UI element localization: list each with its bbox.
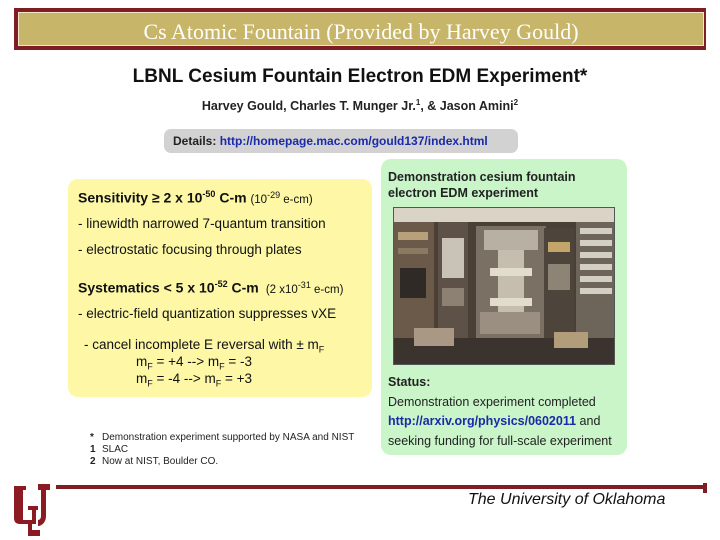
footer-rule-end	[703, 483, 707, 493]
bullet-quantization: - electric-field quantization suppresses vXE	[78, 306, 337, 321]
demonstration-panel	[381, 159, 627, 455]
systematics-exponent: -52	[214, 279, 228, 289]
systematics-unit: C-m	[227, 279, 259, 296]
sensitivity-line	[78, 189, 313, 206]
footnote-item: 1 SLAC	[90, 444, 129, 455]
slide-title: Cs Atomic Fountain (Provided by Harvey Gould)	[143, 19, 579, 44]
sensitivity-alt: ($10^{-29}$ e-cm)	[250, 189, 313, 206]
systematics-line	[78, 279, 343, 296]
author-separator: , & Jason Amini	[420, 99, 514, 114]
author-affil-1: 1	[415, 98, 421, 107]
sensitivity-text: Sensitivity ≥ 2 x 10	[78, 189, 203, 206]
bullet-linewidth: - linewidth narrowed 7-quantum transition	[78, 216, 326, 231]
status-funding: seeking funding for full-scale experiment	[388, 433, 612, 448]
poster-title: LBNL Cesium Fountain Electron EDM Experiment*	[132, 66, 588, 87]
slide-title-bar	[14, 8, 708, 50]
slide-title-panel	[18, 12, 704, 46]
bullet-cancel: - cancel incomplete E reversal with ± $m_F$	[84, 337, 325, 355]
transition-1: $m_F = +4$ --> $m_F = -3$	[136, 354, 253, 372]
footer-university: The University of Oklahoma	[468, 491, 666, 508]
title-bar-edge	[705, 8, 712, 50]
status-label: Status:	[388, 375, 431, 389]
status-and: and	[576, 414, 601, 428]
sensitivity-exponent: -50	[202, 189, 216, 199]
bullet-focusing: - electrostatic focusing through plates	[78, 242, 302, 257]
arxiv-link[interactable]: http://arxiv.org/physics/0602011	[388, 414, 577, 428]
demonstration-heading-line-2: electron EDM experiment	[388, 186, 539, 200]
poster-authors	[60, 98, 660, 113]
details-box	[164, 129, 518, 153]
transition-2: $m_F = -4$ --> $m_F = +3$	[136, 371, 253, 389]
author-affil-2: 2	[513, 98, 519, 107]
status-link-line	[388, 412, 612, 432]
details-link[interactable]: http://homepage.mac.com/gould137/index.html	[219, 134, 488, 148]
demonstration-heading	[388, 169, 576, 201]
lab-apparatus-photo	[393, 207, 615, 365]
author-names: Harvey Gould, Charles T. Munger Jr.	[201, 99, 416, 114]
footnote-item: * Demonstration experiment supported by NASA and NIST	[90, 432, 355, 443]
status-completed: Demonstration experiment completed	[388, 394, 596, 409]
sensitivity-panel	[68, 179, 372, 397]
poster	[60, 58, 660, 470]
sensitivity-unit: C-m	[215, 189, 247, 206]
systematics-text: Systematics < 5 x 10	[78, 279, 215, 296]
status-section	[388, 373, 612, 451]
footnotes	[90, 432, 354, 468]
systematics-alt: (2 $x10^{-31}$ e-cm)	[265, 279, 344, 296]
details-label: Details:	[173, 134, 217, 148]
lab-apparatus-illustration	[394, 208, 615, 365]
ou-logo	[8, 480, 56, 538]
footer-rule	[56, 485, 706, 489]
demonstration-heading-line-1: Demonstration cesium fountain	[388, 170, 576, 184]
footnote-item: 2 Now at NIST, Boulder CO.	[90, 456, 219, 467]
